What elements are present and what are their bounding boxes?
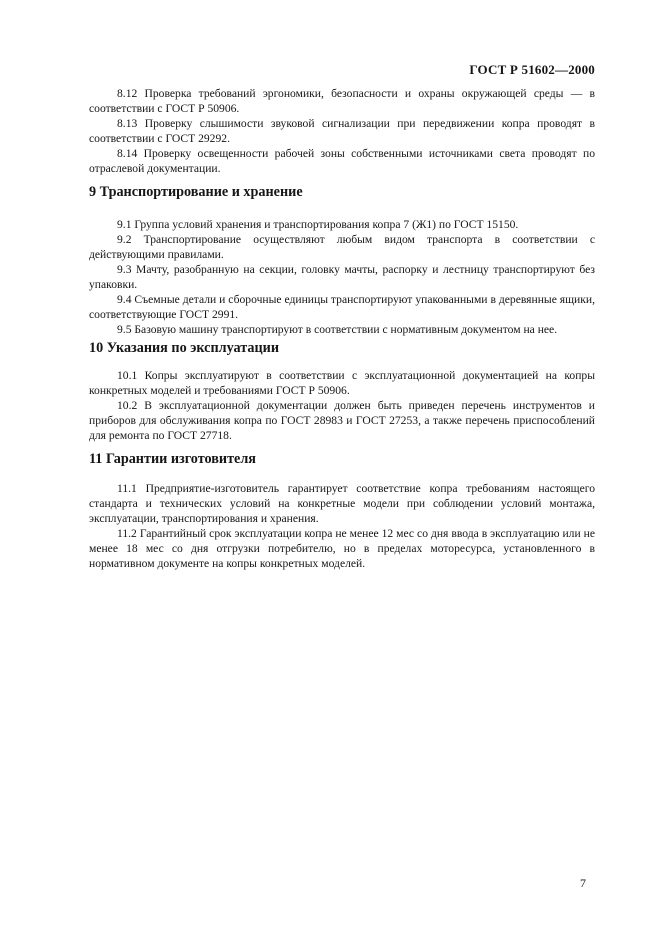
section-10-title: 10 Указания по эксплуатации bbox=[89, 340, 279, 356]
document-id: ГОСТ Р 51602—2000 bbox=[469, 62, 595, 77]
paragraph-9-2: 9.2 Транспортирование осуществляют любым видом транспорта в соответствии с действующими правилами. bbox=[89, 233, 595, 261]
paragraph-9-5: 9.5 Базовую машину транспортируют в соответствии с нормативным документом на нее. bbox=[117, 323, 558, 336]
paragraph-11-2: 11.2 Гарантийный срок эксплуатации копра не менее 12 мес со дня ввода в эксплуатацию или не менее 18 мес со дня отгрузки потребителю, но в пределах моторесурса, установленного в нормативном документе на копры конкретных моделей. bbox=[89, 527, 595, 570]
paragraph-8-14: 8.14 Проверку освещенности рабочей зоны собственными источниками света проводят по отраслевой документации. bbox=[89, 147, 595, 175]
page-number: 7 bbox=[580, 876, 586, 890]
paragraph-10-1: 10.1 Копры эксплуатируют в соответствии с эксплуатационной документацией на копры конкретных моделей и требованиями ГОСТ Р 50906. bbox=[89, 369, 595, 397]
paragraph-9-1: 9.1 Группа условий хранения и транспортирования копра 7 (Ж1) по ГОСТ 15150. bbox=[117, 218, 519, 231]
paragraph-10-2: 10.2 В эксплуатационной документации должен быть приведен перечень инструментов и приборов для обслуживания копра по ГОСТ 28983 и ГОСТ 27253, а также перечень приспособлений для ремонта по ГОСТ 27718. bbox=[89, 399, 595, 442]
paragraph-11-1: 11.1 Предприятие-изготовитель гарантирует соответствие копра требованиям настоящего стандарта и технических условий на конкретные модели при соблюдении условий монтажа, эксплуатации, транспортирования и хранения. bbox=[89, 482, 595, 525]
section-10-body bbox=[89, 368, 595, 443]
paragraph-9-3: 9.3 Мачту, разобранную на секции, головку мачты, распорку и лестницу транспортируют без упаковки. bbox=[89, 263, 595, 291]
paragraph-8-13: 8.13 Проверку слышимости звуковой сигнализации при передвижении копра проводят в соответствии с ГОСТ 29292. bbox=[89, 117, 595, 145]
paragraph-9-4: 9.4 Съемные детали и сборочные единицы транспортируют упакованными в деревянные ящики, соответствующие ГОСТ 2991. bbox=[89, 293, 595, 321]
section-11-body bbox=[89, 481, 595, 571]
section-9-title: 9 Транспортирование и хранение bbox=[89, 184, 303, 200]
section-11-title: 11 Гарантии изготовителя bbox=[89, 451, 256, 467]
paragraph-8-12: 8.12 Проверка требований эргономики, безопасности и охраны окружающей среды — в соответствии с ГОСТ Р 50906. bbox=[89, 87, 595, 115]
section-9-body bbox=[89, 217, 595, 337]
section-8-continued bbox=[89, 86, 595, 176]
